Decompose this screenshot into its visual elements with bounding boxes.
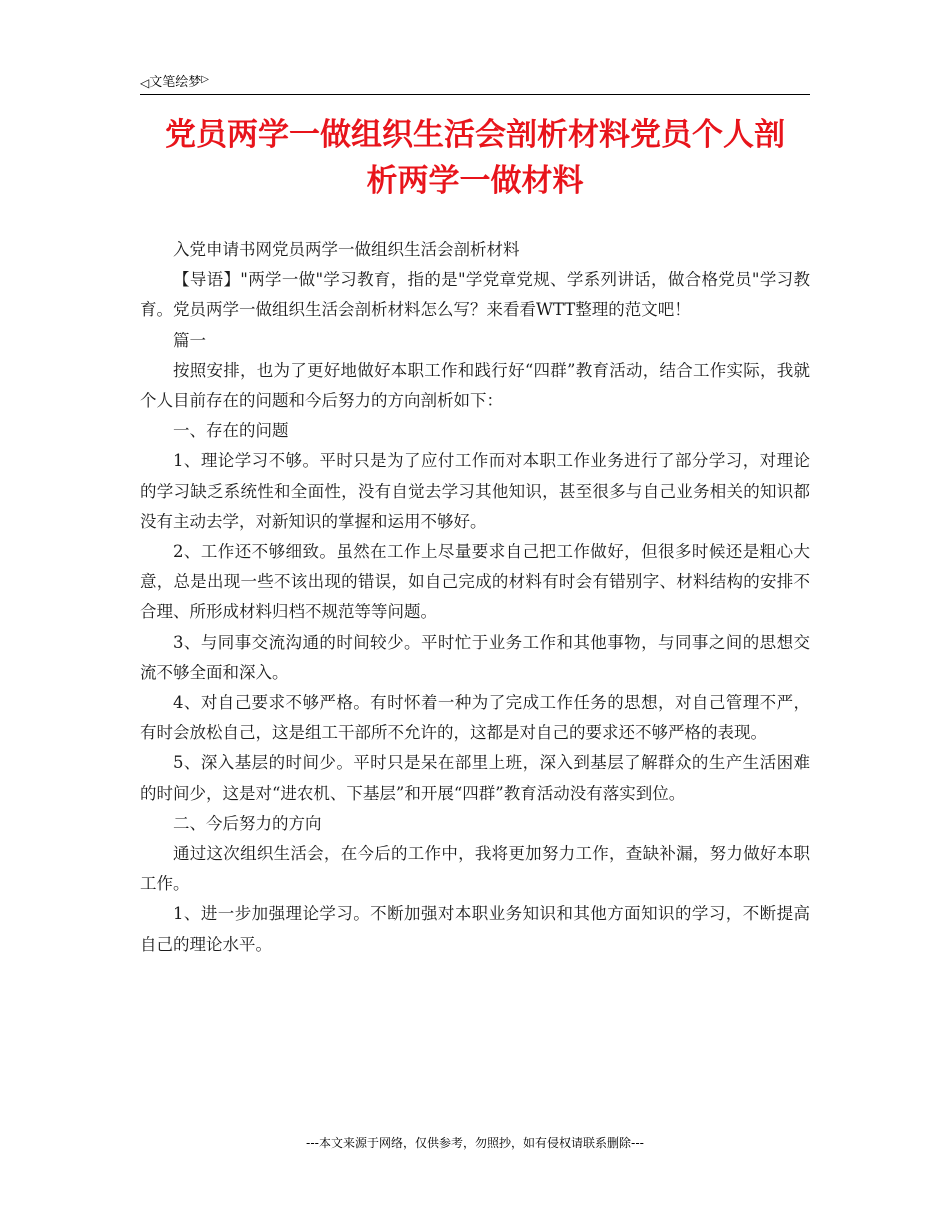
section-heading: 二、今后努力的方向	[173, 813, 322, 833]
right-triangle-icon: ▷	[201, 74, 209, 85]
brand-name: 文笔绘梦	[149, 75, 202, 90]
section-label: 篇一	[173, 330, 206, 350]
body-paragraph: 4、对自己要求不够严格。有时怀着一种为了完成工作任务的思想，对自己管理不严，有时会放松自己，这是组工干部所不允许的，这都是对自己的要求还不够严格的表现。	[140, 693, 810, 743]
body-paragraph: 按照安排，也为了更好地做好本职工作和践行好“四群”教育活动，结合工作实际，我就个人目前存在的问题和今后努力的方向剖析如下：	[140, 360, 810, 411]
document-body	[140, 235, 810, 960]
lead-paragraph: 【导语】"两学一做"学习教育，指的是"学党章党规、学系列讲话，做合格党员"学习教育。党员两学一做组织生活会剖析材料怎么写？来看看WTT整理的范文吧！	[140, 270, 810, 320]
page-header	[140, 74, 810, 95]
title-line-1: 党员两学一做组织生活会剖析材料党员个人剖	[165, 117, 785, 153]
intro-heading: 入党申请书网党员两学一做组织生活会剖析材料	[173, 240, 520, 259]
left-triangle-icon: ◁	[140, 76, 150, 90]
body-paragraph: 1、理论学习不够。平时只是为了应付工作而对本职工作业务进行了部分学习，对理论的学习缺乏系统性和全面性，没有自觉去学习其他知识，甚至很多与自己业务相关的知识都没有主动去学，对新知识的掌握和运用不够好。	[140, 451, 810, 531]
body-paragraph: 5、深入基层的时间少。平时只是呆在部里上班，深入到基层了解群众的生产生活困难的时间少，这是对“进农机、下基层”和开展“四群”教育活动没有落实到位。	[140, 753, 810, 803]
document-title	[140, 112, 810, 204]
body-paragraph: 1、进一步加强理论学习。不断加强对本职业务知识和其他方面知识的学习，不断提高自己的理论水平。	[140, 904, 810, 954]
body-paragraph: 3、与同事交流沟通的时间较少。平时忙于业务工作和其他事物，与同事之间的思想交流不够全面和深入。	[140, 632, 810, 682]
body-paragraph: 2、工作还不够细致。虽然在工作上尽量要求自己把工作做好，但很多时候还是粗心大意，总是出现一些不该出现的错误，如自己完成的材料有时会有错别字、材料结构的安排不合理、所形成材料归档不规范等等问题。	[140, 542, 810, 622]
page-footer: ---本文来源于网络，仅供参考，勿照抄，如有侵权请联系删除---	[306, 1136, 644, 1150]
section-heading: 一、存在的问题	[173, 421, 289, 441]
header-brand	[140, 74, 810, 92]
title-line-2: 析两学一做材料	[366, 163, 584, 199]
body-paragraph: 通过这次组织生活会，在今后的工作中，我将更加努力工作，查缺补漏，努力做好本职工作。	[140, 844, 810, 894]
